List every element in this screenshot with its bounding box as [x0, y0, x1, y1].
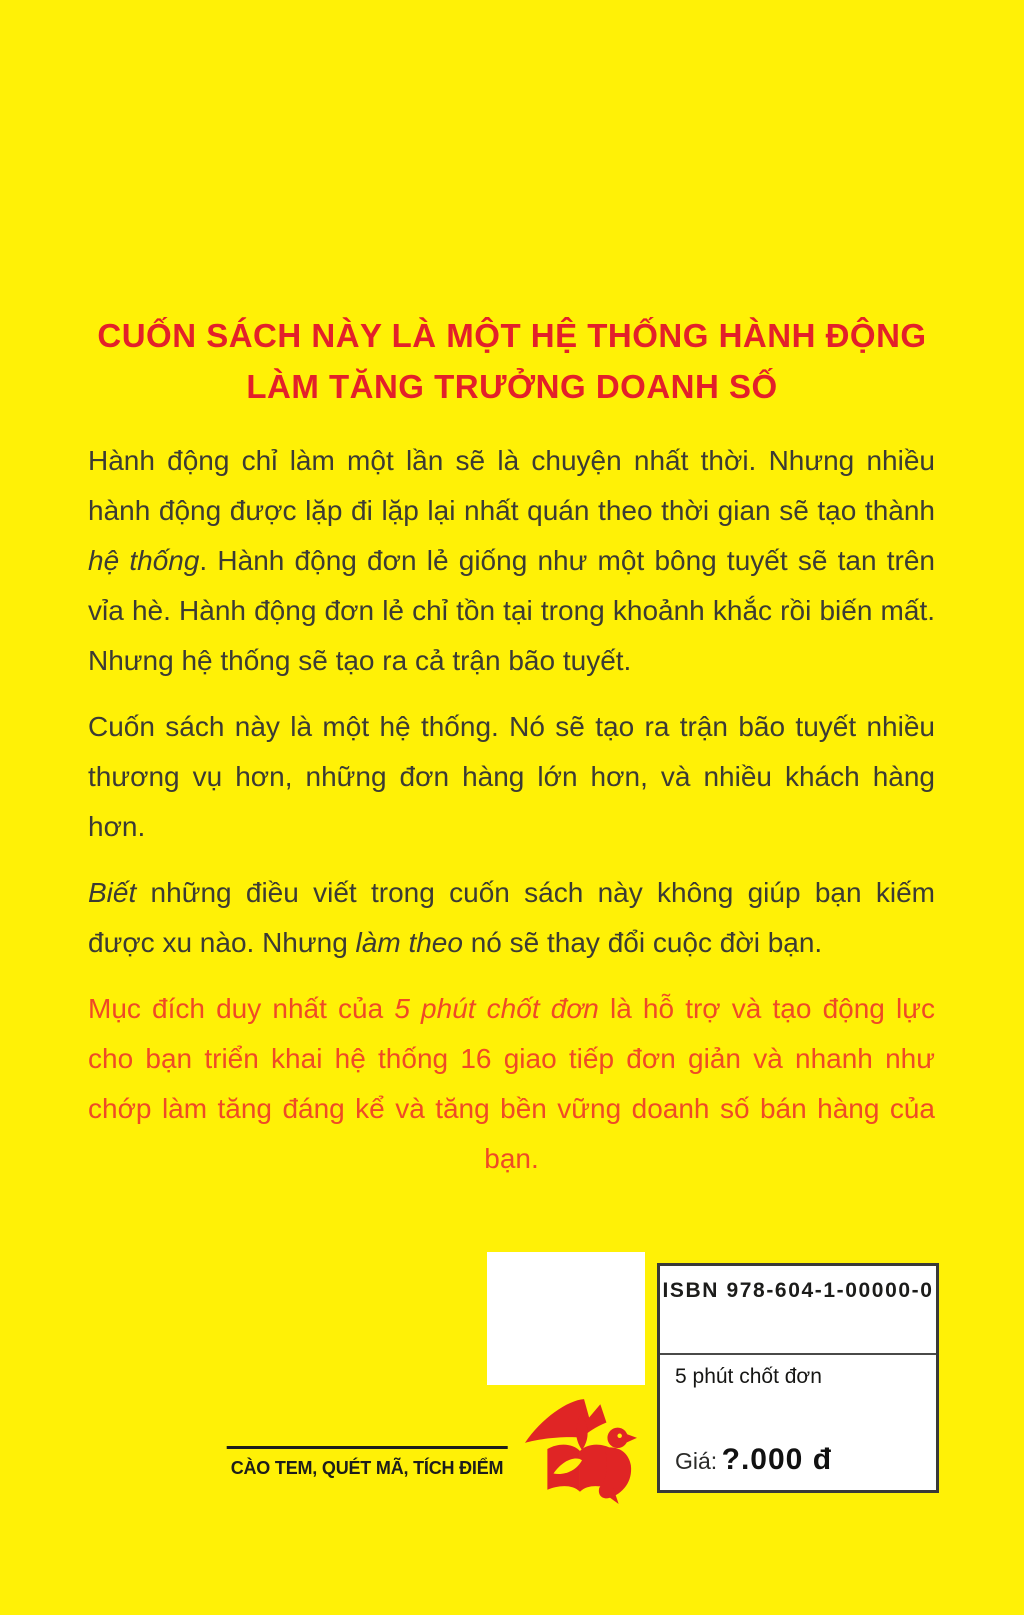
price-label: Giá: [675, 1448, 718, 1474]
logo-dove-eye [617, 1434, 621, 1438]
paragraph-3-text-2: nó sẽ thay đổi cuộc đời bạn. [462, 927, 823, 958]
logo-dove-beak [626, 1434, 637, 1443]
paragraph-system [88, 702, 935, 852]
paragraph-1-text-1: Hành động chỉ làm một lần sẽ là chuyện nhất thời. Nhưng nhiều hành động được lặp đi lặp lại nhất quán theo thời gian sẽ tạo thành [88, 445, 935, 526]
paragraph-3-text-1: những điều viết trong cuốn sách này không giúp bạn kiếm được xu nào. Nhưng [88, 877, 935, 958]
body-copy [88, 436, 935, 1200]
paragraph-1-italic-1: hệ thống [88, 545, 200, 576]
paragraph-2-text-1: Cuốn sách này là một hệ thống. Nó sẽ tạo ra trận bão tuyết nhiều thương vụ hơn, những đơn hàng lớn hơn, và nhiều khách hàng hơn. [88, 711, 935, 842]
blank-sticker [487, 1252, 645, 1385]
paragraph-4-italic-1: 5 phút chốt đơn [394, 993, 599, 1024]
paragraph-3-italic-2: làm theo [355, 927, 463, 958]
price-row [675, 1443, 832, 1477]
paragraph-4-text-1: Mục đích duy nhất của [88, 993, 395, 1024]
headline-line-1: CUỐN SÁCH NÀY LÀ MỘT HỆ THỐNG HÀNH ĐỘNG [97, 317, 927, 354]
headline [40, 310, 984, 412]
logo-roof-shape [525, 1399, 606, 1443]
paragraph-snowflake [88, 436, 935, 686]
paragraph-know-vs-do [88, 868, 935, 968]
paragraph-1-text-2: . Hành động đơn lẻ giống như một bông tuyết sẽ tan trên vỉa hè. Hành động đơn lẻ chỉ tồn tại trong khoảnh khắc rồi biến mất. Nhưng hệ thống sẽ tạo ra cả trận bão tuyết. [88, 545, 935, 676]
price-value: ?.000 đ [721, 1443, 833, 1476]
isbn-box [657, 1263, 939, 1493]
logo-dove-head [607, 1428, 627, 1448]
paragraph-purpose [88, 984, 935, 1184]
book-title: 5 phút chốt đơn [675, 1365, 822, 1388]
paragraph-4-text-2: là hỗ trợ và tạo động lực cho bạn triển khai hệ thống 16 giao tiếp đơn giản và nhanh như chớp làm tăng đáng kể và tăng bền vững doanh số bán hàng của bạn. [88, 993, 935, 1174]
headline-line-2: LÀM TĂNG TRƯỞNG DOANH SỐ [246, 368, 778, 405]
isbn-details [660, 1355, 936, 1490]
publisher-logo-icon [521, 1392, 643, 1504]
loyalty-note: CÀO TEM, QUÉT MÃ, TÍCH ĐIỂM [227, 1446, 508, 1479]
isbn-number: ISBN 978-604-1-00000-0 [660, 1266, 936, 1355]
paragraph-3-italic-1: Biết [88, 877, 137, 908]
